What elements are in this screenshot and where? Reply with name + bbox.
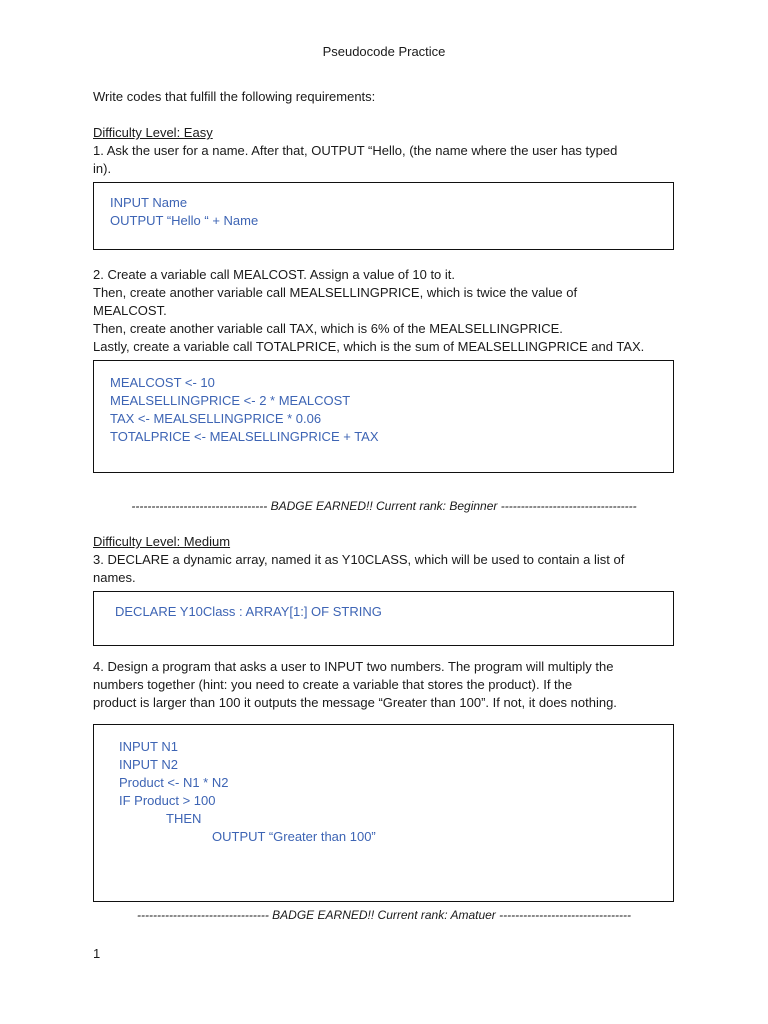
q4-code-line-4: IF Product > 100 (119, 793, 216, 808)
q4-code-line-6: OUTPUT “Greater than 100” (212, 829, 376, 844)
q4-line-1: 4. Design a program that asks a user to INPUT two numbers. The program will multiply the (93, 659, 614, 674)
page-number: 1 (93, 946, 101, 961)
badge-amateur: --------------------------------- BADGE EARNED!! Current rank: Amatuer --------------------------------- (136, 908, 632, 922)
q4-line-2: numbers together (hint: you need to create a variable that stores the product). If the (93, 677, 573, 692)
page-title: Pseudocode Practice (322, 44, 446, 59)
q2-answer-box (93, 360, 674, 473)
q2-line-1: 2. Create a variable call MEALCOST. Assign a value of 10 to it. (93, 267, 456, 282)
q2-code-line-4: TOTALPRICE <- MEALSELLINGPRICE + TAX (110, 429, 379, 444)
q4-code-line-2: INPUT N2 (119, 757, 178, 772)
q3-code-line-1: DECLARE Y10Class : ARRAY[1:] OF STRING (115, 604, 382, 619)
q4-code-line-5: THEN (166, 811, 202, 826)
q4-line-3: product is larger than 100 it outputs the message “Greater than 100”. If not, it does nothing. (93, 695, 617, 710)
q4-answer-box (93, 724, 674, 902)
q2-line-2: Then, create another variable call MEALSELLINGPRICE, which is twice the value of (93, 285, 578, 300)
q2-line-5: Lastly, create a variable call TOTALPRICE, which is the sum of MEALSELLINGPRICE and TAX. (93, 339, 645, 354)
q1-answer-box (93, 182, 674, 250)
q4-code-line-1: INPUT N1 (119, 739, 178, 754)
q2-code-line-1: MEALCOST <- 10 (110, 375, 215, 390)
q2-line-4: Then, create another variable call TAX, which is 6% of the MEALSELLINGPRICE. (93, 321, 563, 336)
q3-line-2: names. (93, 570, 136, 585)
q2-code-line-3: TAX <- MEALSELLINGPRICE * 0.06 (110, 411, 322, 426)
heading-easy: Difficulty Level: Easy (93, 125, 213, 140)
q1-code-line-1: INPUT Name (110, 195, 188, 210)
q2-line-3: MEALCOST. (93, 303, 167, 318)
q2-code-line-2: MEALSELLINGPRICE <- 2 * MEALCOST (110, 393, 351, 408)
badge-beginner: ---------------------------------- BADGE EARNED!! Current rank: Beginner ---------------------------------- (131, 499, 637, 513)
q4-code-line-3: Product <- N1 * N2 (119, 775, 229, 790)
heading-medium: Difficulty Level: Medium (93, 534, 231, 549)
q1-line-2: in). (93, 161, 112, 176)
q1-line-1: 1. Ask the user for a name. After that, OUTPUT “Hello, (the name where the user has typed (93, 143, 618, 158)
q3-answer-box (93, 591, 674, 646)
q1-code-line-2: OUTPUT “Hello “ + Name (110, 213, 259, 228)
q3-line-1: 3. DECLARE a dynamic array, named it as Y10CLASS, which will be used to contain a list of (93, 552, 625, 567)
intro-text: Write codes that fulfill the following requirements: (93, 89, 376, 104)
